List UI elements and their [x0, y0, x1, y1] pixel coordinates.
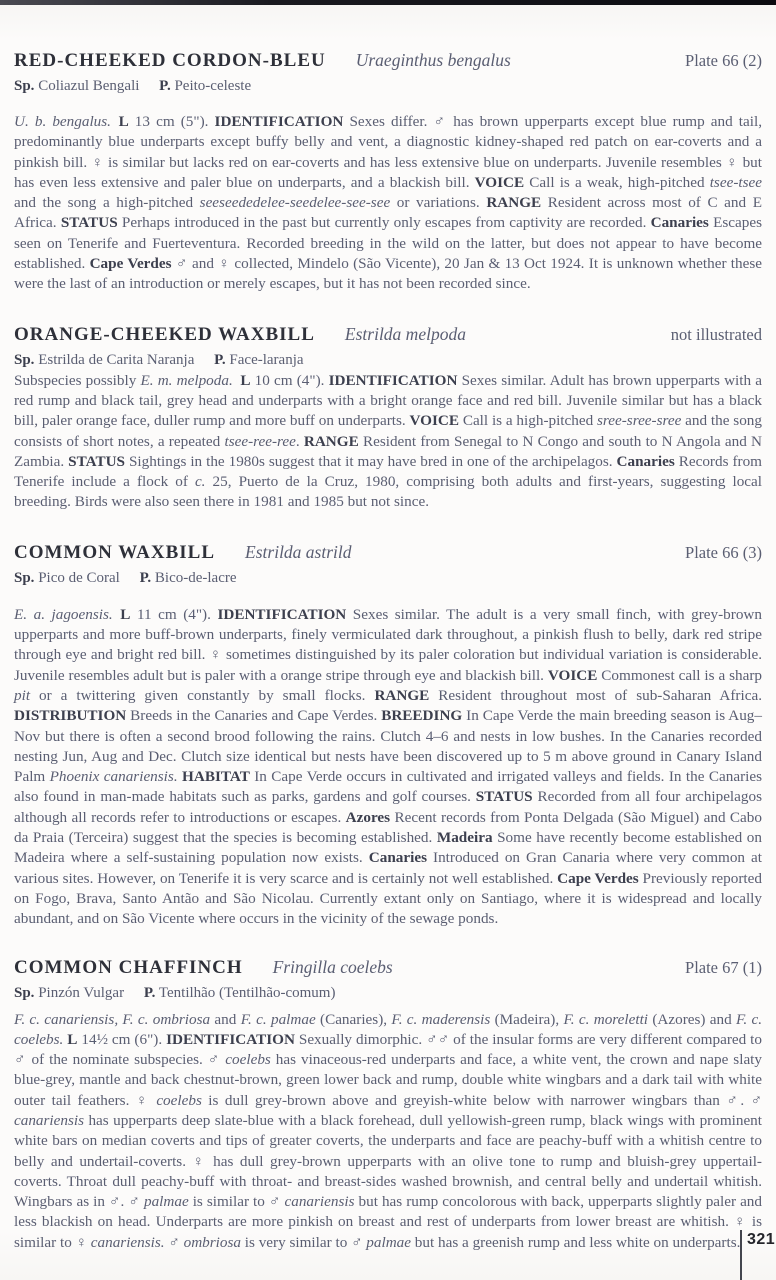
- species-account-text: Subspecies possibly E. m. melpoda. L 10 cm (4"). IDENTIFICATION Sexes similar. Adult has brown upperparts with a red rump and black tail, grey head and underparts with a bright orange face and red bill. Juvenile similar but has a black bill, paler orange face, duller rump and more buff on underparts. VOICE Call is a high-pitched sree-sree-sree and the song consists of short notes, a repeated tsee-ree-ree. RANGE Resident from Senegal to N Congo and south to N Angola and N Zambia. STATUS Sightings in the 1980s suggest that it may have bred in one of the archipelagos. Canaries Records from Tenerife include a flock of c. 25, Puerto de la Cruz, 1980, comprising both adults and first-years, suggesting local breeding. Birds were also seen there in 1981 and 1985 but not since.: [14, 371, 762, 511]
- spanish-name: Pico de Coral: [38, 569, 120, 586]
- portuguese-name-label: P.: [143, 984, 156, 1001]
- portuguese-name-label: P.: [159, 78, 171, 94]
- portuguese-name-label: P.: [214, 351, 226, 368]
- species-header: [14, 47, 762, 74]
- species-common-name: ORANGE-CHEEKED WAXBILL: [14, 323, 315, 345]
- species-header: [14, 954, 762, 981]
- spanish-name: Coliazul Bengali: [38, 78, 140, 94]
- species-header: [14, 321, 762, 348]
- plate-reference: not illustrated: [670, 324, 762, 344]
- species-common-name: COMMON WAXBILL: [14, 541, 216, 563]
- portuguese-name: Face-laranja: [229, 351, 304, 368]
- spanish-name-label: Sp.: [14, 984, 35, 1001]
- spanish-name-label: Sp.: [14, 351, 35, 368]
- page-number: 321: [747, 1231, 776, 1248]
- species-section-orange-cheeked-waxbill: [14, 321, 762, 513]
- species-account-text: E. a. jagoensis. L 11 cm (4"). IDENTIFICATION Sexes similar. The adult is a very small finch, with grey-brown upperparts and more buff-brown underparts, finely vermiculated dark throughout, a pinkish flush to belly, dark red stripe through eye and bright red bill. ♀ sometimes distinguished by its paler coloration but individual variation is considerable. Juvenile resembles adult but is paler with a orange stripe through eye and blackish bill. VOICE Commonest call is a sharp pit or a twittering given constantly by small flocks. RANGE Resident throughout most of sub-Saharan Africa. DISTRIBUTION Breeds in the Canaries and Cape Verdes. BREEDING In Cape Verde the main breeding season is Aug–Nov but there is often a second brood following the rains. Clutch 4–6 and nests in low bushes. In the Canaries recorded nesting Jun, Aug and Dec. Clutch size identical but nests have been discovered up to 5 m above ground in Canary Island Palm Phoenix canariensis. HABITAT In Cape Verde occurs in cultivated and irrigated valleys and fields. In the Canaries also found in man-made habitats such as parks, gardens and golf courses. STATUS Recorded from all four archipelagos although all records refer to introductions or escapes. Azores Recent records from Ponta Delgada (São Miguel) and Cabo da Praia (Terceira) suggest that the species is becoming established. Madeira Some have recently become established on Madeira where a self-sustaining population now exists. Canaries Introduced on Gran Canaria where very common at various sites. However, on Tenerife it is very scarce and is certainly not well established. Cape Verdes Previously reported on Fogo, Brava, Santo Antão and São Nicolau. Currently extant only on Santiago, where it is widespread and locally abundant, and on São Vicente where occurs in the vicinity of the sewage ponds.: [14, 605, 762, 928]
- vernacular-names-line: [14, 350, 762, 370]
- species-scientific-name: Estrilda astrild: [245, 541, 352, 562]
- species-section-common-waxbill: [14, 539, 762, 930]
- plate-reference: Plate 67 (1): [685, 957, 762, 977]
- spanish-name-label: Sp.: [14, 569, 35, 586]
- vernacular-names-line: [14, 568, 762, 588]
- species-section-red-cheeked-cordon-bleu: [14, 47, 762, 295]
- spanish-name-label: Sp.: [14, 78, 35, 94]
- page-content: [0, 5, 776, 1253]
- species-section-common-chaffinch: [14, 954, 762, 1254]
- species-common-name: RED-CHEEKED CORDON-BLEU: [14, 50, 326, 71]
- portuguese-name: Bico-de-lacre: [154, 569, 237, 586]
- page-number-rule: [740, 1230, 742, 1280]
- vernacular-names-line: [14, 983, 762, 1003]
- species-account-text: F. c. canariensis, F. c. ombriosa and F. c. palmae (Canaries), F. c. maderensis (Madeira), F. c. moreletti (Azores) and F. c. coelebs. L 14½ cm (6"). IDENTIFICATION Sexually dimorphic. ♂♂ of the insular forms are very different compared to ♂ of the nominate subspecies. ♂ coelebs has vinaceous-red underparts and face, a white vent, the crown and nape slaty blue-grey, mantle and back chestnut-brown, green lower back and rump, double white wingbars and a dark tail with white outer tail feathers. ♀ coelebs is dull grey-brown above and greyish-white below with narrower wingbars than ♂. ♂ canariensis has upperparts deep slate-blue with a black forehead, dull yellowish-green rump, black wings with prominent white bars on median coverts and tips of greater coverts, the underparts and face are peachy-buff with a whitish centre to belly and undertail-coverts. ♀ has dull grey-brown upperparts with an olive tone to rump and bluish-grey uppertail-coverts. Throat dull peachy-buff with throat- and breast-sides washed brownish, and central belly and undertail whitish. Wingbars as in ♂. ♂ palmae is similar to ♂ canariensis but has rump concolorous with back, upperparts slightly paler and less blackish on head. Underparts are more pinkish on breast and rest of underparts from lower breast are whitish. ♀ is similar to ♀ canariensis. ♂ ombriosa is very similar to ♂ palmae but has a greenish rump and less white on underparts.: [14, 1010, 763, 1251]
- species-scientific-name: Uraeginthus bengalus: [355, 50, 511, 70]
- species-scientific-name: Estrilda melpoda: [344, 323, 466, 344]
- species-header: [14, 539, 762, 566]
- vernacular-names-line: [14, 76, 762, 96]
- plate-reference: Plate 66 (2): [685, 51, 762, 70]
- spanish-name: Estrilda de Carita Naranja: [38, 351, 195, 368]
- portuguese-name-label: P.: [139, 569, 152, 586]
- species-account-text: U. b. bengalus. L 13 cm (5"). IDENTIFICATION Sexes differ. ♂ has brown upperparts except blue rump and tail, predominantly blue underparts except buffy belly and vent, a diagnostic kidney-shaped red patch on ear-coverts and a pinkish bill. ♀ is similar but lacks red on ear-coverts and has less extensive blue on underparts. Juvenile resembles ♀ but has even less extensive and paler blue on underparts, and a blackish bill. VOICE Call is a weak, high-pitched tsee-tsee and the song a high-pitched seeseededelee-seedelee-see-see or variations. RANGE Resident across most of C and E Africa. STATUS Perhaps introduced in the past but currently only escapes from captivity are recorded. Canaries Escapes seen on Tenerife and Fuerteventura. Recorded breeding in the wild on the latter, but does not appear to have become established. Cape Verdes ♂ and ♀ collected, Mindelo (São Vicente), 20 Jan & 13 Oct 1924. It is unknown whether these were the last of an introduction or merely escapes, but it has not been recorded since.: [14, 113, 763, 293]
- plate-reference: Plate 66 (3): [685, 542, 762, 562]
- portuguese-name: Tentilhão (Tentilhão-comum): [158, 984, 336, 1001]
- portuguese-name: Peito-celeste: [174, 78, 252, 94]
- species-scientific-name: Fringilla coelebs: [272, 956, 393, 977]
- spanish-name: Pinzón Vulgar: [38, 984, 125, 1001]
- species-common-name: COMMON CHAFFINCH: [14, 956, 243, 978]
